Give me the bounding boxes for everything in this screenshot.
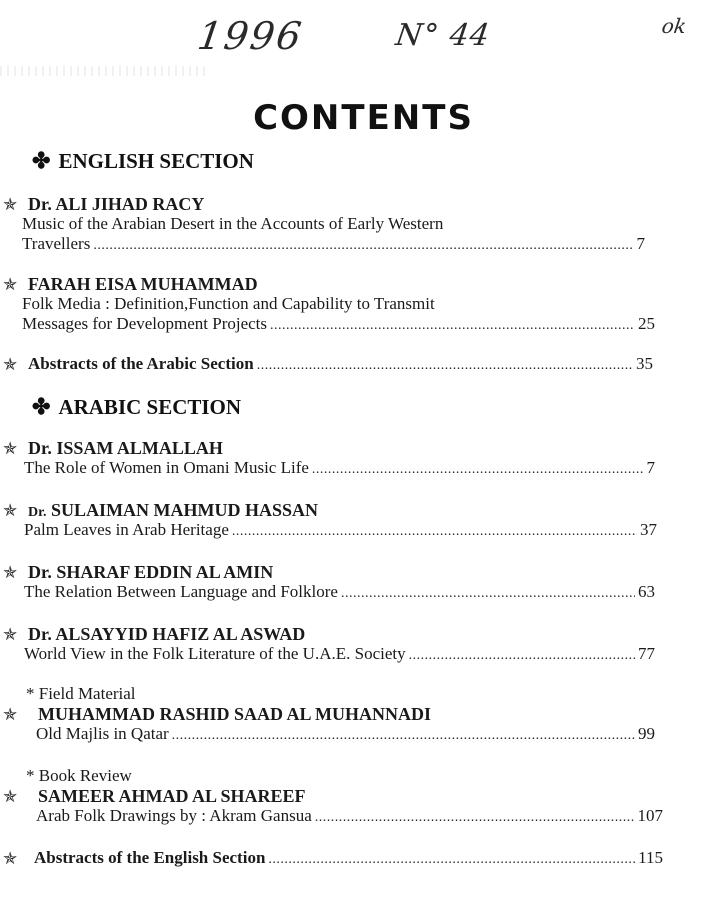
article-title-line [24,582,655,604]
star-bullet-icon: ✯ [3,625,18,644]
dot-leader [232,522,637,542]
arabic-section-label: ARABIC SECTION [58,395,242,419]
author-prefix: Dr. [28,624,52,644]
author-name [28,624,305,644]
dot-leader [341,584,635,604]
article-title-text: Arab Folk Drawings by : Akram Gansua [36,806,312,825]
author-name [28,194,204,214]
handwritten-year: 1996 [194,14,306,58]
author-name-text: ALSAYYID HAFIZ AL ASWAD [55,624,306,644]
star-bullet-icon: ✯ [3,355,18,374]
english-section-label: ENGLISH SECTION [58,149,254,173]
dot-leader [409,646,635,666]
author-name: SAMEER AHMAD AL SHAREEF [38,786,306,806]
page-number: 115 [638,848,663,867]
author-name-text: SULAIMAN MAHMUD HASSAN [51,500,319,520]
article-title-text: Messages for Development Projects [22,314,268,333]
star-bullet-icon: ✯ [3,787,18,806]
article-title-line1: Music of the Arabian Desert in the Accounts of Early Western [22,214,444,233]
author-name-text: SHARAF EDDIN AL AMIN [56,562,274,582]
dot-leader [257,356,633,376]
author-name-text: ALI JIHAD RACY [55,194,205,214]
article-title-line [24,644,655,666]
author-name: MUHAMMAD RASHID SAAD AL MUHANNADI [38,704,431,724]
author-name [28,562,273,582]
author-prefix: Dr. [28,194,52,214]
article-title-text: Travellers [22,234,91,253]
scan-smudge [0,66,210,76]
author-prefix: Dr. [28,438,52,458]
article-title-line [24,520,657,542]
article-title-text: Palm Leaves in Arab Heritage [24,520,229,539]
article-title-line1: Folk Media : Definition,Function and Capability to Transmit [22,294,435,313]
author-name: FARAH EISA MUHAMMAD [28,274,258,294]
article-title-line [36,724,655,746]
handwritten-issue-number: N° 44 [393,18,493,53]
article-title-text: World View in the Folk Literature of the U.A.E. Society [24,644,406,663]
book-review-label: * Book Review [26,766,132,785]
page-number: 25 [638,314,655,333]
page-number: 99 [638,724,655,743]
star-bullet-icon: ✯ [3,563,18,582]
author-prefix: Dr. [28,562,52,582]
star-bullet-icon: ✯ [3,195,18,214]
dot-leader [312,460,644,480]
article-title-line [36,806,663,828]
author-name-text: ISSAM ALMALLAH [56,438,223,458]
dot-leader [268,850,635,870]
star-bullet-icon: ✯ [3,275,18,294]
article-title-text: Old Majlis in Qatar [36,724,169,743]
page-number: 107 [637,806,663,825]
star-bullet-icon: ✯ [3,705,18,724]
article-title-line2 [22,314,655,336]
dot-leader [172,726,635,746]
dot-leader [93,236,633,256]
page-number: 37 [640,520,657,539]
handwritten-check-mark: ok [660,14,688,38]
article-title-text: The Role of Women in Omani Music Life [24,458,309,477]
author-prefix: Dr. [28,505,47,520]
english-section-heading [32,148,254,174]
dot-leader [315,808,635,828]
star-bullet-icon: ✯ [3,501,18,520]
page-number: 63 [638,582,655,601]
abstracts-label: Abstracts of the English Section [34,848,266,867]
star-bullet-icon: ✯ [3,849,18,868]
field-material-label: * Field Material [26,684,136,703]
abstracts-line [34,848,663,870]
page-number: 7 [636,234,645,253]
abstracts-line [28,354,653,376]
article-title-line [24,458,655,480]
abstracts-label: Abstracts of the Arabic Section [28,354,254,373]
page-number: 7 [646,458,655,477]
author-name [28,438,223,458]
page-title: CONTENTS [253,98,474,138]
star-bullet-icon: ✯ [3,439,18,458]
article-title-text: The Relation Between Language and Folklore [24,582,338,601]
clover-icon: ✤ [32,148,51,173]
page-number: 35 [636,354,653,373]
article-title-line2 [22,234,645,256]
clover-icon: ✤ [32,394,51,419]
arabic-section-heading [32,394,241,420]
page-number: 77 [638,644,655,663]
dot-leader [270,316,635,336]
